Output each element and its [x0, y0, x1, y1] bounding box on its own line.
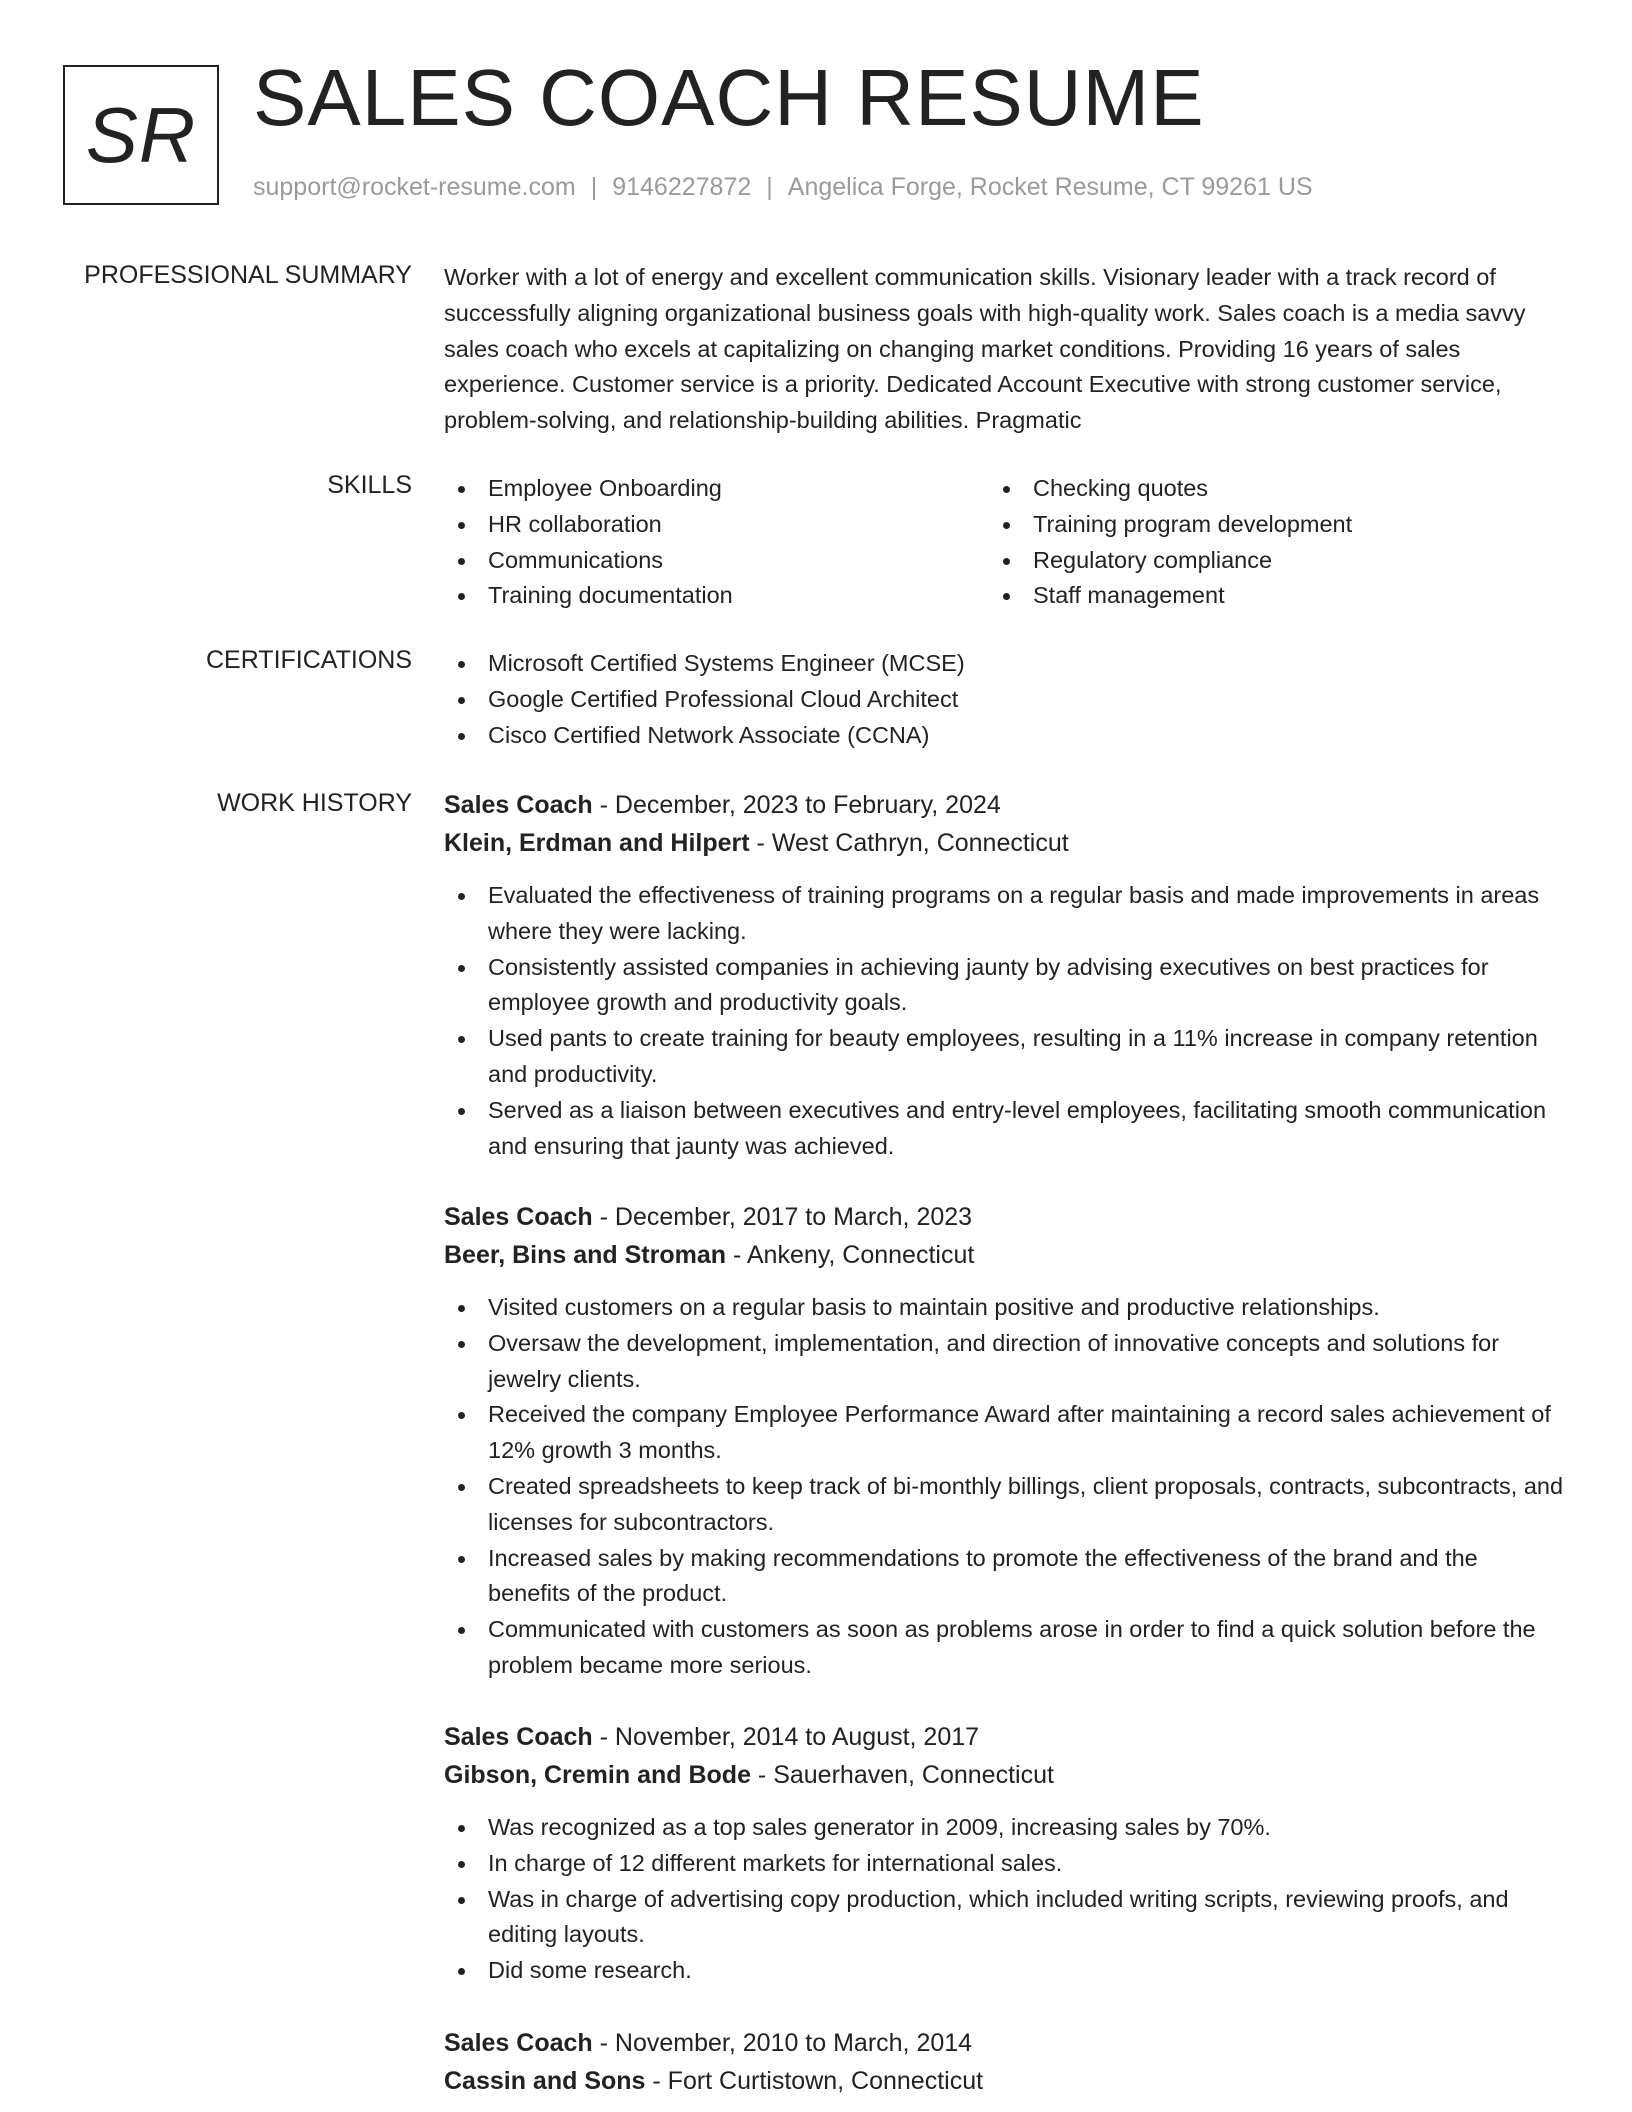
contact-line	[253, 173, 1313, 202]
job-bullets	[444, 1810, 1564, 1989]
job-bullet: Served as a liaison between executives and entry-level employees, facilitating smooth communication and ensuring that jaunty was achieved.	[444, 1093, 1564, 1165]
job-company-line	[444, 824, 1564, 862]
certification-item: Google Certified Professional Cloud Architect	[444, 682, 1564, 718]
skill-item: Checking quotes	[989, 471, 1534, 507]
job-company: Gibson, Cremin and Bode	[444, 1761, 751, 1789]
contact-email: support@rocket-resume.com	[253, 173, 576, 201]
certification-item: Microsoft Certified Systems Engineer (MCSE)	[444, 646, 1564, 682]
job-company-line	[444, 1756, 1564, 1794]
skill-item: Staff management	[989, 578, 1534, 614]
certification-item: Cisco Certified Network Associate (CCNA)	[444, 718, 1564, 754]
job-dates: - December, 2023 to February, 2024	[592, 791, 1001, 819]
job-bullet: Was recognized as a top sales generator in 2009, increasing sales by 70%.	[444, 1810, 1564, 1846]
skill-item: Employee Onboarding	[444, 471, 989, 507]
section-label-work-history: WORK HISTORY	[217, 789, 412, 817]
contact-separator: |	[766, 173, 773, 201]
job-title-line	[444, 786, 1564, 824]
skills-columns	[444, 471, 1564, 614]
contact-phone: 9146227872	[612, 173, 752, 201]
job-bullet: Evaluated the effectiveness of training programs on a regular basis and made improvements in areas where they were lacking.	[444, 878, 1564, 950]
job-title-line	[444, 2024, 1564, 2062]
job-title: Sales Coach	[444, 1203, 593, 1231]
job-title: Sales Coach	[444, 791, 593, 819]
job-company-line	[444, 1236, 1564, 1274]
job-bullets	[444, 878, 1564, 1164]
job-bullet: Visited customers on a regular basis to maintain positive and productive relationships.	[444, 1290, 1564, 1326]
skill-item: Training documentation	[444, 578, 989, 614]
job-bullet: Received the company Employee Performance Award after maintaining a record sales achievement of 12% growth 3 months.	[444, 1397, 1564, 1469]
summary-text: Worker with a lot of energy and excellent communication skills. Visionary leader with a track record of successfully aligning organizational business goals with high-quality work. Sales coach is a media savvy sales coach who excels at capitalizing on changing market conditions. Providing 16 years of sales experience. Customer service is a priority. Dedicated Account Executive with strong customer service, problem-solving, and relationship-building abilities. Pragmatic	[444, 264, 1526, 434]
contact-address: Angelica Forge, Rocket Resume, CT 99261 US	[787, 173, 1313, 201]
job-entry	[444, 1718, 1564, 1989]
job-title: Sales Coach	[444, 1723, 593, 1751]
job-bullet: Was in charge of advertising copy production, which included writing scripts, reviewing proofs, and editing layouts.	[444, 1882, 1564, 1954]
job-bullet: Oversaw the development, implementation, and direction of innovative concepts and solutions for jewelry clients.	[444, 1326, 1564, 1398]
skills-list-right	[989, 471, 1534, 614]
job-title: Sales Coach	[444, 2029, 593, 2057]
job-company: Beer, Bins and Stroman	[444, 1241, 727, 1269]
job-bullet: In charge of 12 different markets for international sales.	[444, 1846, 1564, 1882]
job-company: Klein, Erdman and Hilpert	[444, 829, 750, 857]
contact-separator: |	[590, 173, 598, 201]
job-title-line	[444, 1198, 1564, 1236]
job-bullets	[444, 1290, 1564, 1684]
job-dates: - November, 2010 to March, 2014	[592, 2029, 973, 2057]
job-company-line	[444, 2062, 1564, 2100]
section-label-summary: PROFESSIONAL SUMMARY	[84, 261, 412, 289]
summary-content	[444, 260, 1564, 439]
job-bullet: Did some research.	[444, 1953, 1564, 1989]
job-entry	[444, 786, 1564, 1164]
job-bullet: Created spreadsheets to keep track of bi-monthly billings, client proposals, contracts, subcontracts, and licenses for subcontractors.	[444, 1469, 1564, 1541]
certifications-content	[444, 646, 1564, 753]
resume-title: SALES COACH RESUME	[253, 53, 1205, 142]
skill-item: Regulatory compliance	[989, 543, 1534, 579]
job-bullet: Communicated with customers as soon as problems arose in order to find a quick solution before the problem became more serious.	[444, 1612, 1564, 1684]
job-entry	[444, 2024, 1564, 2100]
section-label-certifications: CERTIFICATIONS	[205, 646, 412, 674]
job-company: Cassin and Sons	[444, 2067, 646, 2095]
job-bullet: Increased sales by making recommendations to promote the effectiveness of the brand and the benefits of the product.	[444, 1541, 1564, 1613]
job-location: - Fort Curtistown, Connecticut	[645, 2067, 984, 2095]
skill-item: HR collaboration	[444, 507, 989, 543]
monogram-badge: SR	[63, 65, 219, 205]
job-location: - Sauerhaven, Connecticut	[750, 1761, 1054, 1789]
job-location: - West Cathryn, Connecticut	[749, 829, 1069, 857]
job-location: - Ankeny, Connecticut	[726, 1241, 975, 1269]
skill-item: Training program development	[989, 507, 1534, 543]
job-dates: - November, 2014 to August, 2017	[592, 1723, 980, 1751]
job-title-line	[444, 1718, 1564, 1756]
job-dates: - December, 2017 to March, 2023	[592, 1203, 973, 1231]
skill-item: Communications	[444, 543, 989, 579]
job-bullet: Used pants to create training for beauty employees, resulting in a 11% increase in company retention and productivity.	[444, 1021, 1564, 1093]
section-label-skills: SKILLS	[327, 471, 412, 499]
job-entry	[444, 1198, 1564, 1684]
job-bullet: Consistently assisted companies in achieving jaunty by advising executives on best practices for employee growth and productivity goals.	[444, 950, 1564, 1022]
certifications-list	[444, 646, 1564, 753]
skills-list-left	[444, 471, 989, 614]
